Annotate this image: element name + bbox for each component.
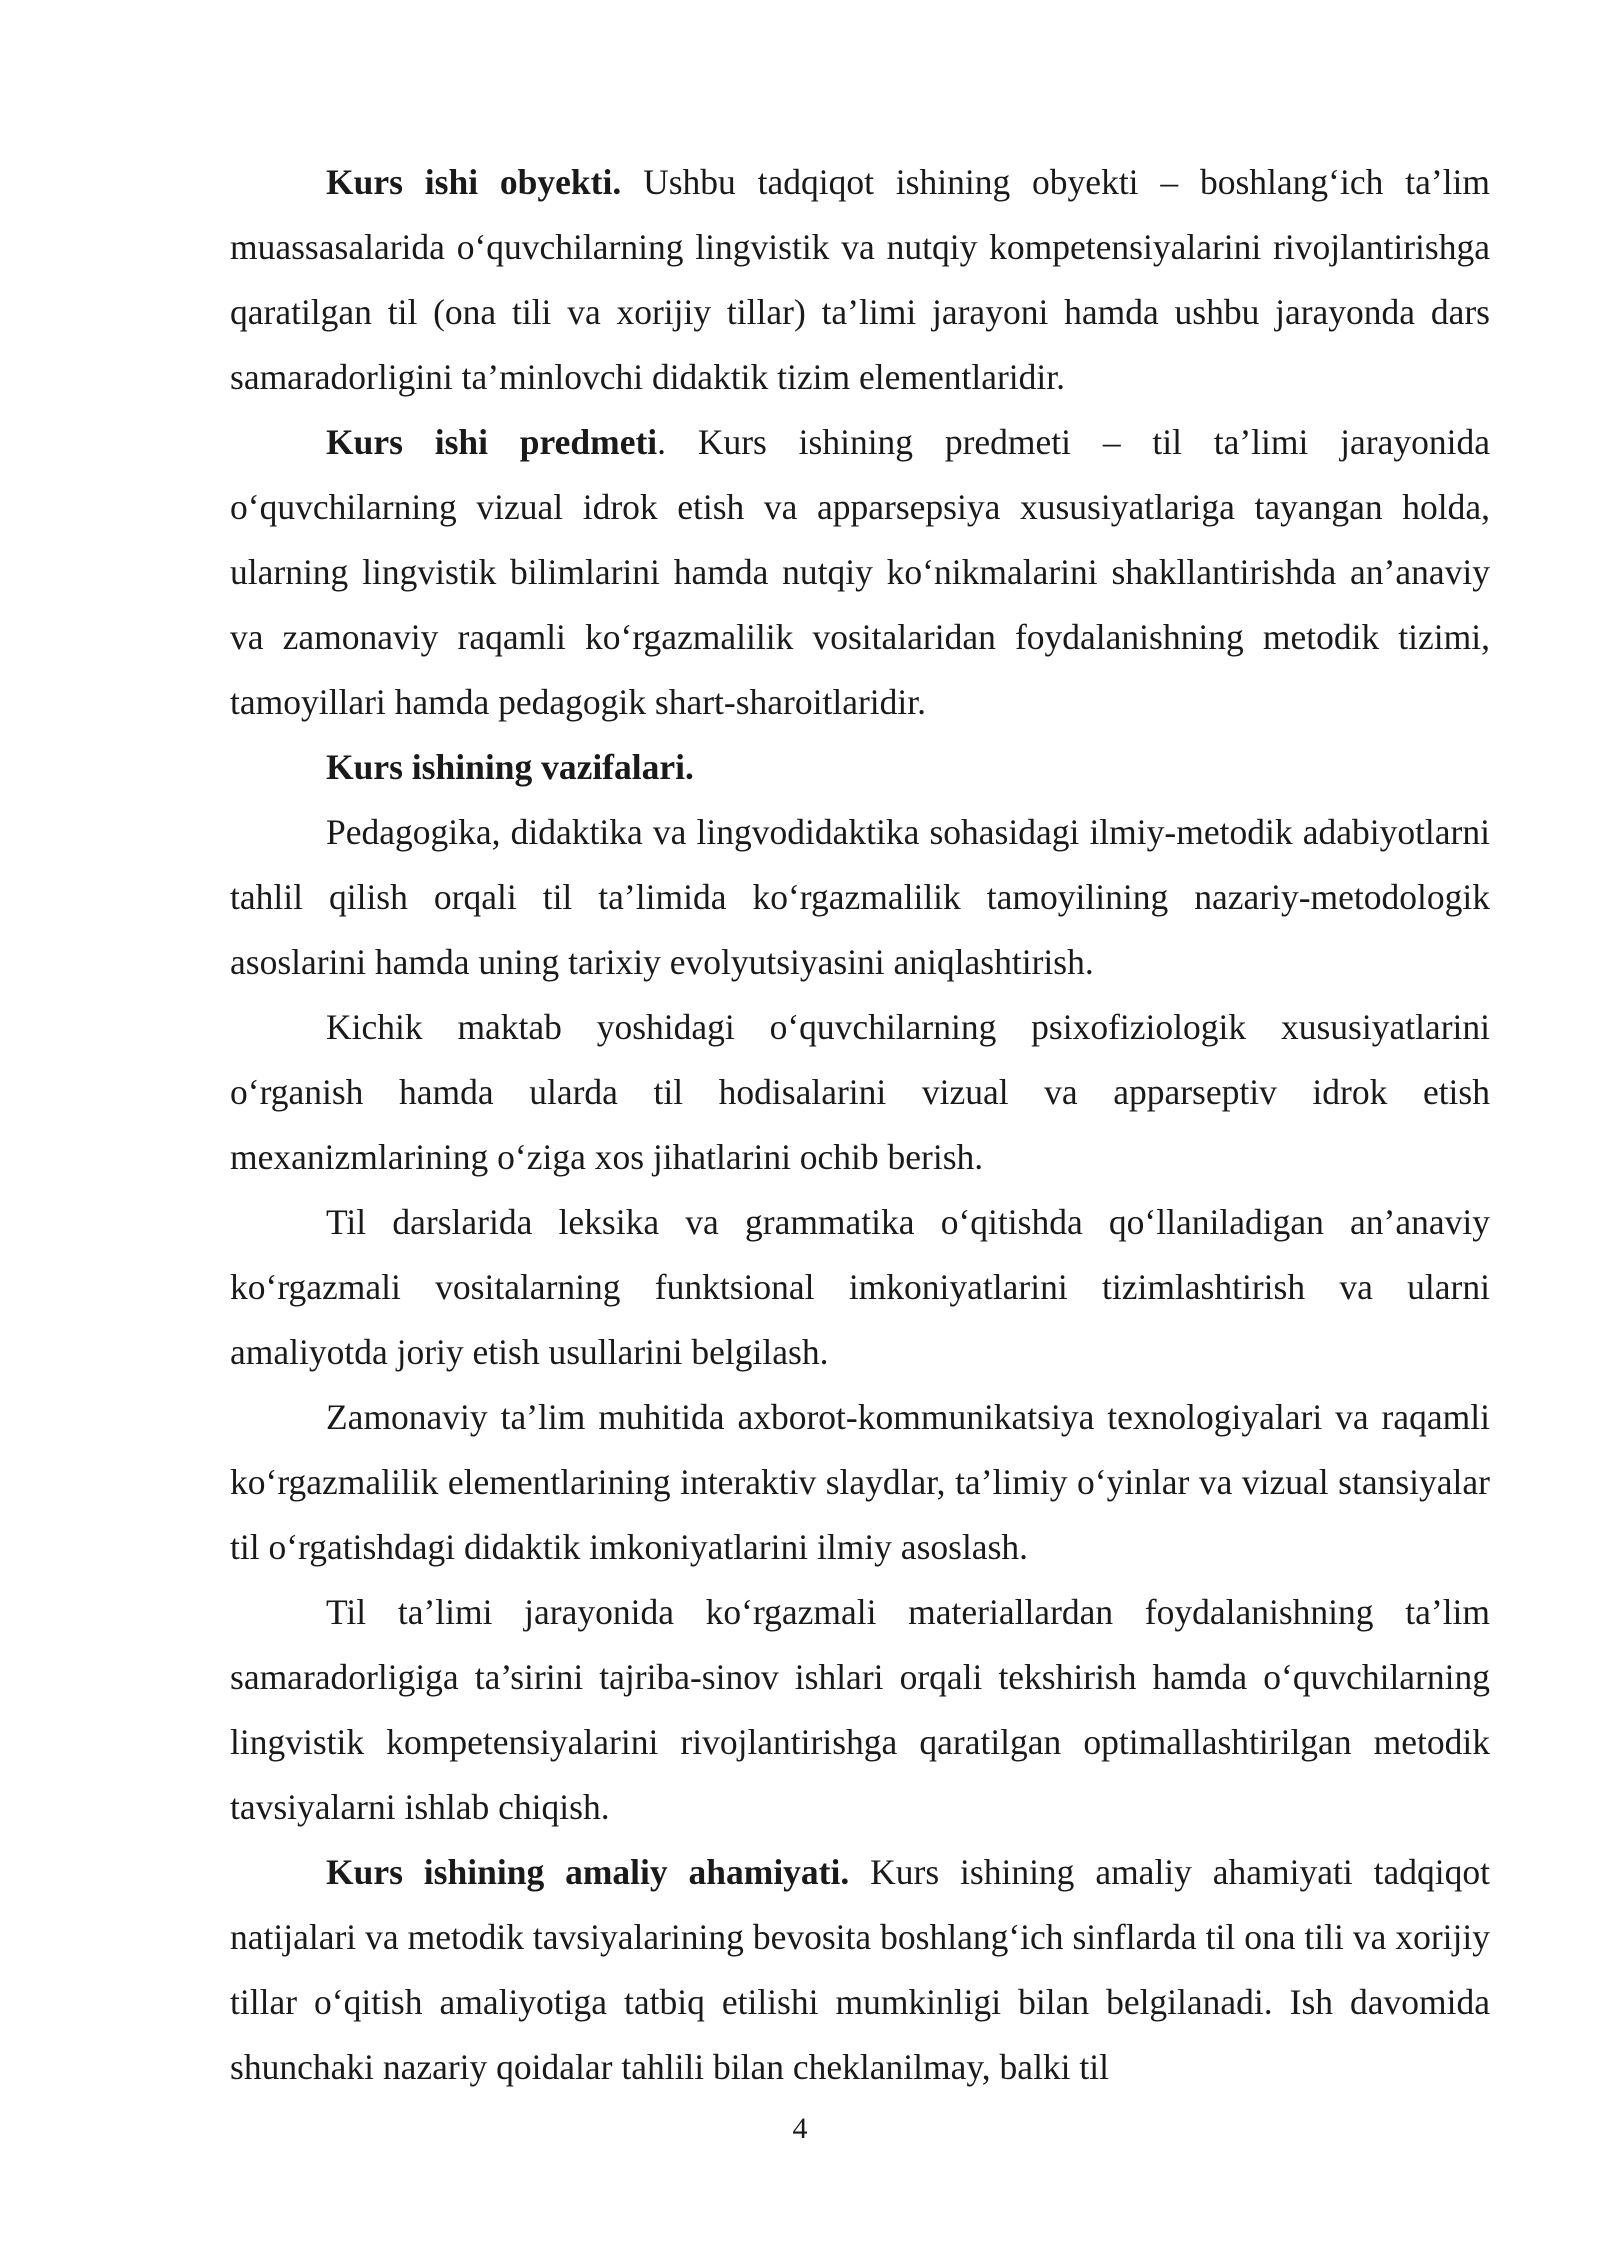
document-body: [230, 150, 1490, 2100]
task-paragraph: Zamonaviy ta’lim muhitida axborot-kommunikatsiya texnologiyalari va raqamli ko‘rgazmalilik elementlarining interaktiv slaydlar, ta’limiy o‘yinlar va vizual stansiyalar til o‘rgatishdagi didaktik imkoniyatlarini ilmiy asoslash.: [230, 1397, 1490, 1567]
paragraph-practical-significance: [230, 1840, 1490, 2100]
heading-subject: Kurs ishi predmeti: [326, 422, 658, 462]
heading-object: Kurs ishi obyekti.: [326, 162, 622, 202]
task-paragraph: Kichik maktab yoshidagi o‘quvchilarning psixofiziologik xususiyatlarini o‘rganish hamda ularda til hodisalarini vizual va apparseptiv idrok etish mexanizmlarining o‘ziga xos jihatlarini ochib berish.: [230, 1007, 1490, 1177]
paragraph-text: Kurs ishining amaliy ahamiyati tadqiqot natijalari va metodik tavsiyalarining bevosita boshlang‘ich sinflarda til ona tili va xorijiy tillar o‘qitish amaliyotiga tatbiq etilishi mumkinligi bilan belgilanadi. Ish davomida shunchaki nazariy qoidalar tahlili bilan cheklanilmay, balki til: [230, 1852, 1490, 2087]
paragraph-object: [230, 150, 1490, 410]
page-number: 4: [792, 2112, 808, 2145]
task-paragraph: Til darslarida leksika va grammatika o‘qitishda qo‘llaniladigan an’anaviy ko‘rgazmali vositalarning funktsional imkoniyatlarini tizimlashtirish va ularni amaliyotda joriy etish usullarini belgilash.: [230, 1202, 1490, 1372]
paragraph-text: Ushbu tadqiqot ishining obyekti – boshlang‘ich ta’lim muassasalarida o‘quvchilarning lingvistik va nutqiy kompetensiyalarini rivojlantirishga qaratilgan til (ona tili va xorijiy tillar) ta’limi jarayoni hamda ushbu jarayonda dars samaradorligini ta’minlovchi didaktik tizim elementlaridir.: [230, 162, 1490, 397]
task-paragraph: Til ta’limi jarayonida ko‘rgazmali materiallardan foydalanishning ta’lim samaradorligiga ta’sirini tajriba-sinov ishlari orqali tekshirish hamda o‘quvchilarning lingvistik kompetensiyalarini rivojlantirishga qaratilgan optimallashtirilgan metodik tavsiyalarni ishlab chiqish.: [230, 1592, 1490, 1827]
task-paragraph: Pedagogika, didaktika va lingvodidaktika sohasidagi ilmiy-metodik adabiyotlarni tahlil qilish orqali til ta’limida ko‘rgazmalilik tamoyilining nazariy-metodologik asoslarini hamda uning tarixiy evolyutsiyasini aniqlashtirish.: [230, 812, 1490, 982]
heading-practical-significance: Kurs ishining amaliy ahamiyati.: [326, 1852, 850, 1892]
paragraph-subject: [230, 410, 1490, 735]
heading-tasks: Kurs ishining vazifalari.: [326, 747, 694, 787]
paragraph-text: . Kurs ishining predmeti – til ta’limi jarayonida o‘quvchilarning vizual idrok etish va apparsepsiya xususiyatlariga tayangan holda, ularning lingvistik bilimlarini hamda nutqiy ko‘nikmalarini shakllantirishda an’anaviy va zamonaviy raqamli ko‘rgazmalilik vositalaridan foydalanishning metodik tizimi, tamoyillari hamda pedagogik shart-sharoitlaridir.: [230, 422, 1490, 722]
